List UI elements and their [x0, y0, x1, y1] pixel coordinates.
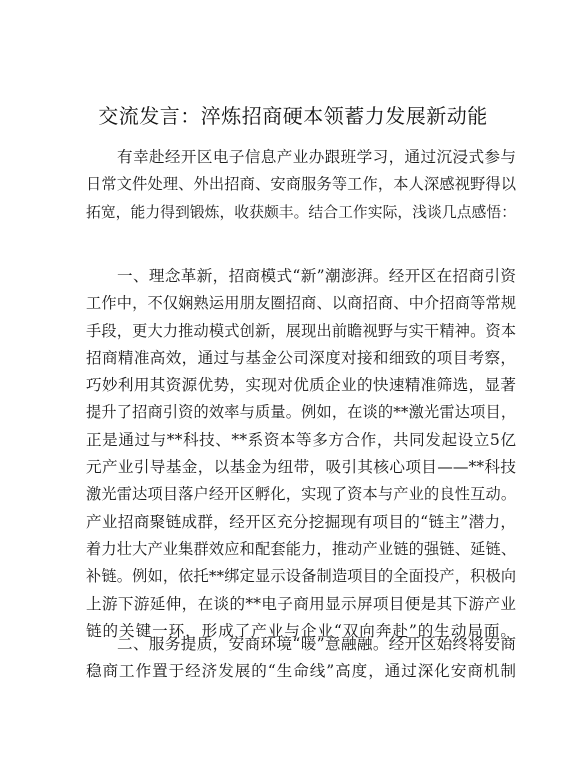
paragraph-line: 着力壮大产业集群效应和配套能力，推动产业链的强链、延链、	[86, 539, 516, 558]
document-title: 交流发言：淬炼招商硬本领蓄力发展新动能	[98, 104, 488, 128]
paragraph-line: 产业招商聚链成群，经开区充分挖掘现有项目的“链主”潜力，	[86, 512, 516, 531]
paragraph-line: 正是通过与**科技、**系资本等多方合作，共同发起设立5亿	[86, 430, 516, 449]
paragraph-line: 日常文件处理、外出招商、安商服务等工作，本人深感视野得以	[86, 175, 516, 194]
paragraph-line: 巧妙利用其资源优势，实现对优质企业的快速精准筛选，显著	[86, 376, 516, 395]
paragraph-line: 补链。例如，依托**绑定显示设备制造项目的全面投产，积极向	[86, 567, 516, 586]
paragraph-line: 招商精准高效，通过与基金公司深度对接和细致的项目考察，	[86, 348, 516, 367]
paragraph-line: 链的关键一环，形成了产业与企业“双向奔赴”的生动局面。	[86, 621, 516, 640]
paragraph-line: 上游下游延伸，在谈的**电子商用显示屏项目便是其下游产业	[86, 594, 516, 613]
paragraph-section-one	[86, 263, 516, 645]
paragraph-line: 手段，更大力推动模式创新，展现出前瞻视野与实干精神。资本	[86, 321, 516, 340]
paragraph-intro	[86, 144, 516, 226]
paragraph-line: 元产业引导基金，以基金为纽带，吸引其核心项目——**科技	[86, 458, 516, 477]
paragraph-section-two	[86, 631, 516, 686]
paragraph-line: 拓宽，能力得到锻炼，收获颇丰。结合工作实际，浅谈几点感悟：	[86, 203, 516, 221]
paragraph-line: 工作中，不仅娴熟运用朋友圈招商、以商招商、中介招商等常规	[86, 294, 516, 313]
paragraph-line: 稳商工作置于经济发展的“生命线”高度，通过深化安商机制	[86, 662, 516, 681]
paragraph-line: 激光雷达项目落户经开区孵化，实现了资本与产业的良性互动。	[86, 485, 516, 504]
paragraph-line: 提升了招商引资的效率与质量。例如，在谈的**激光雷达项目，	[86, 403, 516, 422]
paragraph-line: 二、服务提质，安商环境“暖”意融融。经开区始终将安商	[117, 635, 516, 653]
paragraph-line: 有幸赴经开区电子信息产业办跟班学习，通过沉浸式参与	[117, 148, 516, 166]
paragraph-line: 一、理念革新，招商模式“新”潮澎湃。经开区在招商引资	[117, 267, 516, 285]
